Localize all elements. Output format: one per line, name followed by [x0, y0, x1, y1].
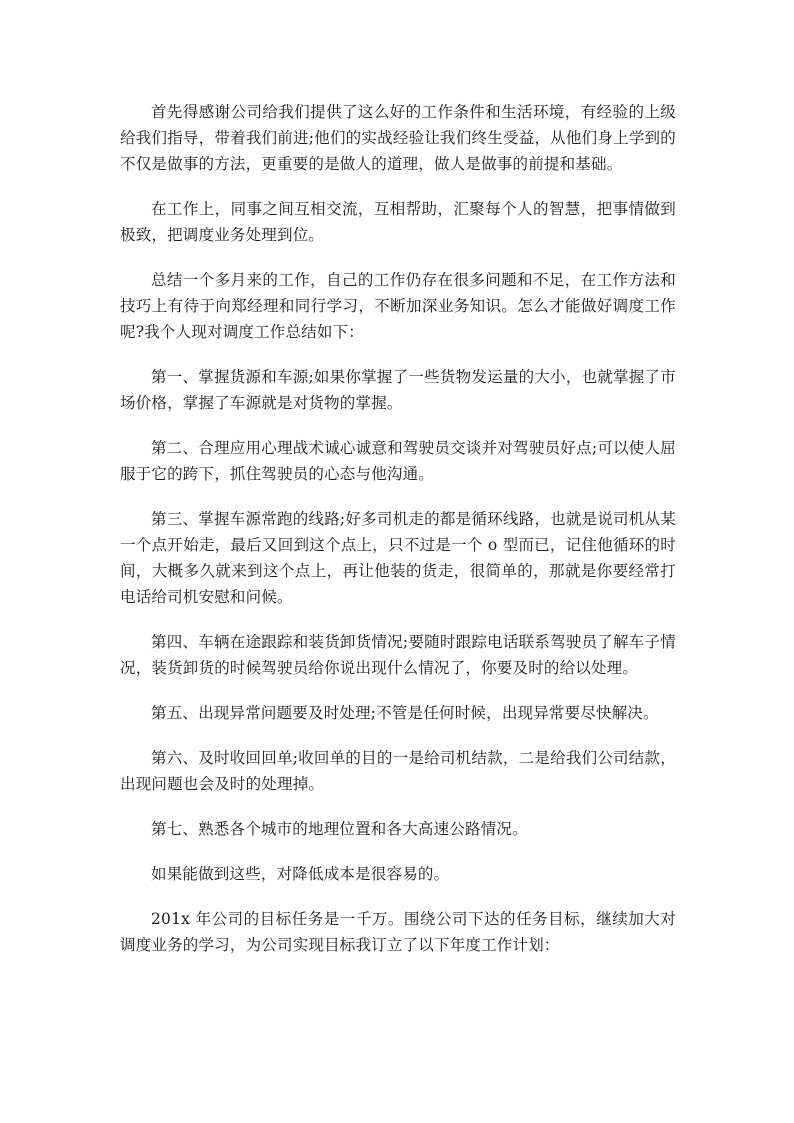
document-body	[120, 99, 676, 977]
paragraph-point-2: 第二、合理应用心理战术诚心诚意和驾驶员交谈并对驾驶员好点;可以使人屈服于它的跨下，抓住驾驶员的心态与他沟通。	[120, 439, 676, 483]
paragraph-gratitude: 首先得感谢公司给我们提供了这么好的工作条件和生活环境，有经验的上级给我们指导，带着我们前进;他们的实战经验让我们终生受益，从他们身上学到的不仅是做事的方法，更重要的是做人的道理，做人是做事的前提和基础。	[120, 103, 676, 173]
paragraph-point-5: 第五、出现异常问题要及时处理;不管是任何时候，出现异常要尽快解决。	[151, 704, 659, 722]
paragraph-point-1: 第一、掌握货源和车源;如果你掌握了一些货物发运量的大小，也就掌握了市场价格，掌握了车源就是对货物的掌握。	[120, 368, 676, 412]
paragraph-point-3: 第三、掌握车源常跑的线路;好多司机走的都是循环线路，也就是说司机从某一个点开始走，最后又回到这个点上，只不过是一个 o 型而已，记住他循环的时间，大概多久就来到这个点上，再让他装的货走，很简单的，那就是你要经常打电话给司机安慰和问候。	[120, 510, 676, 606]
paragraph-point-4: 第四、车辆在途跟踪和装货卸货情况;要随时跟踪电话联系驾驶员了解车子情况，装货卸货的时候驾驶员给你说出现什么情况了，你要及时的给以处理。	[120, 633, 676, 677]
paragraph-summary-intro: 总结一个多月来的工作，自己的工作仍存在很多问题和不足，在工作方法和技巧上有待于向郑经理和同行学习，不断加深业务知识。怎么才能做好调度工作呢?我个人现对调度工作总结如下：	[120, 271, 676, 341]
paragraph-teamwork: 在工作上，同事之间互相交流，互相帮助，汇聚每个人的智慧，把事情做到极致，把调度业务处理到位。	[120, 200, 676, 244]
paragraph-cost-conclusion: 如果能做到这些，对降低成本是很容易的。	[151, 865, 450, 883]
paragraph-annual-plan: 201x 年公司的目标任务是一千万。围绕公司下达的任务目标，继续加大对调度业务的学习，为公司实现目标我订立了以下年度工作计划：	[120, 910, 676, 954]
paragraph-point-6: 第六、及时收回回单;收回单的目的一是给司机结款，二是给我们公司结款，出现问题也会及时的处理掉。	[120, 749, 676, 793]
paragraph-point-7: 第七、熟悉各个城市的地理位置和各大高速公路情况。	[151, 820, 528, 838]
